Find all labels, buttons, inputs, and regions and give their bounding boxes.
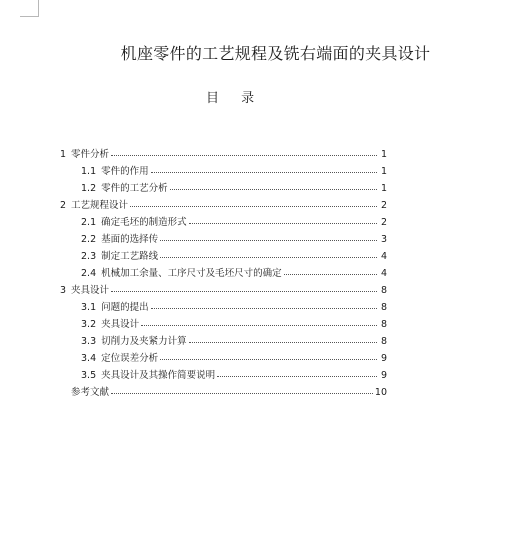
toc-entry-number: 3.1: [81, 302, 97, 313]
toc-entry-number: 2: [60, 200, 67, 211]
toc-entry-text: 夹具设计及其操作简要说明: [101, 370, 216, 381]
toc-entry[interactable]: [60, 199, 387, 213]
toc-entry-number: 2.1: [81, 217, 97, 228]
toc-leader-dots: [151, 172, 377, 173]
toc-leader-dots: [189, 342, 377, 343]
toc-entry-page: 4: [380, 251, 387, 262]
toc-entry-number: 3: [60, 285, 67, 296]
toc-entry-text: 工艺规程设计: [71, 200, 129, 211]
toc-entry-number: 2.2: [81, 234, 97, 245]
toc-entry-page: 8: [380, 336, 387, 347]
toc-entry-text: 零件分析: [71, 149, 110, 160]
toc-leader-dots: [160, 240, 377, 241]
toc-entry-page: 2: [380, 217, 387, 228]
toc-entry-page: 8: [380, 302, 387, 313]
toc-entry[interactable]: [81, 233, 387, 247]
toc-entry-number: 1: [60, 149, 67, 160]
toc-entry[interactable]: [81, 165, 387, 179]
toc-entry-page: 8: [380, 285, 387, 296]
toc-entry-text: 机械加工余量、工序尺寸及毛坯尺寸的确定: [101, 268, 282, 279]
toc-entry-number: 3.3: [81, 336, 97, 347]
toc-entry-number: 3.2: [81, 319, 97, 330]
toc-entry-page: 1: [380, 149, 387, 160]
toc-leader-dots: [111, 393, 373, 394]
toc-leader-dots: [130, 206, 377, 207]
toc-entry[interactable]: [81, 352, 387, 366]
toc-entry-text: 夹具设计: [71, 285, 110, 296]
toc-entry-number: 2.4: [81, 268, 97, 279]
toc-leader-dots: [151, 308, 377, 309]
toc-leader-dots: [170, 189, 377, 190]
toc-entry-text: 制定工艺路线: [101, 251, 159, 262]
toc-entry-text: 零件的工艺分析: [101, 183, 168, 194]
toc-leader-dots: [284, 274, 377, 275]
toc-entry[interactable]: [71, 386, 387, 400]
toc-entry-page: 8: [380, 319, 387, 330]
toc-entry[interactable]: [60, 284, 387, 298]
toc-entry[interactable]: [81, 369, 387, 383]
toc-entry-text: 切削力及夹紧力计算: [101, 336, 187, 347]
toc-leader-dots: [111, 155, 377, 156]
toc-entry[interactable]: [60, 148, 387, 162]
toc-entry-page: 4: [380, 268, 387, 279]
toc-entry-page: 9: [380, 353, 387, 364]
toc-entry-page: 1: [380, 166, 387, 177]
toc-entry-number: 3.4: [81, 353, 97, 364]
toc-leader-dots: [111, 291, 377, 292]
toc-entry-text: 夹具设计: [101, 319, 140, 330]
toc-entry-number: 1.1: [81, 166, 97, 177]
toc-leader-dots: [217, 376, 377, 377]
toc-entry[interactable]: [81, 301, 387, 315]
toc-heading: 目 录: [206, 91, 255, 106]
toc-entry-text: 基面的选择传: [101, 234, 159, 245]
toc-entry[interactable]: [81, 318, 387, 332]
toc-entry-text: 确定毛坯的制造形式: [101, 217, 187, 228]
toc-leader-dots: [189, 223, 377, 224]
toc-leader-dots: [160, 257, 377, 258]
toc-entry[interactable]: [81, 182, 387, 196]
toc-entry[interactable]: [81, 267, 387, 281]
toc-entry-text: 参考文献: [71, 387, 110, 398]
toc-entry[interactable]: [81, 250, 387, 264]
toc-entry-text: 零件的作用: [101, 166, 149, 177]
toc-entry-text: 问题的提出: [101, 302, 149, 313]
toc-entry-text: 定位误差分析: [101, 353, 159, 364]
toc-leader-dots: [141, 325, 377, 326]
toc-entry[interactable]: [81, 335, 387, 349]
toc-entry-number: 3.5: [81, 370, 97, 381]
toc-entry-page: 2: [380, 200, 387, 211]
page-corner-mark: [20, 0, 39, 17]
toc-entry-page: 1: [380, 183, 387, 194]
toc-entry-number: 2.3: [81, 251, 97, 262]
toc-entry-number: 1.2: [81, 183, 97, 194]
document-title: 机座零件的工艺规程及铣右端面的夹具设计: [120, 44, 431, 63]
toc-entry[interactable]: [81, 216, 387, 230]
toc-leader-dots: [160, 359, 377, 360]
toc-entry-page: 10: [374, 387, 387, 398]
toc-entry-page: 3: [380, 234, 387, 245]
toc-entry-page: 9: [380, 370, 387, 381]
